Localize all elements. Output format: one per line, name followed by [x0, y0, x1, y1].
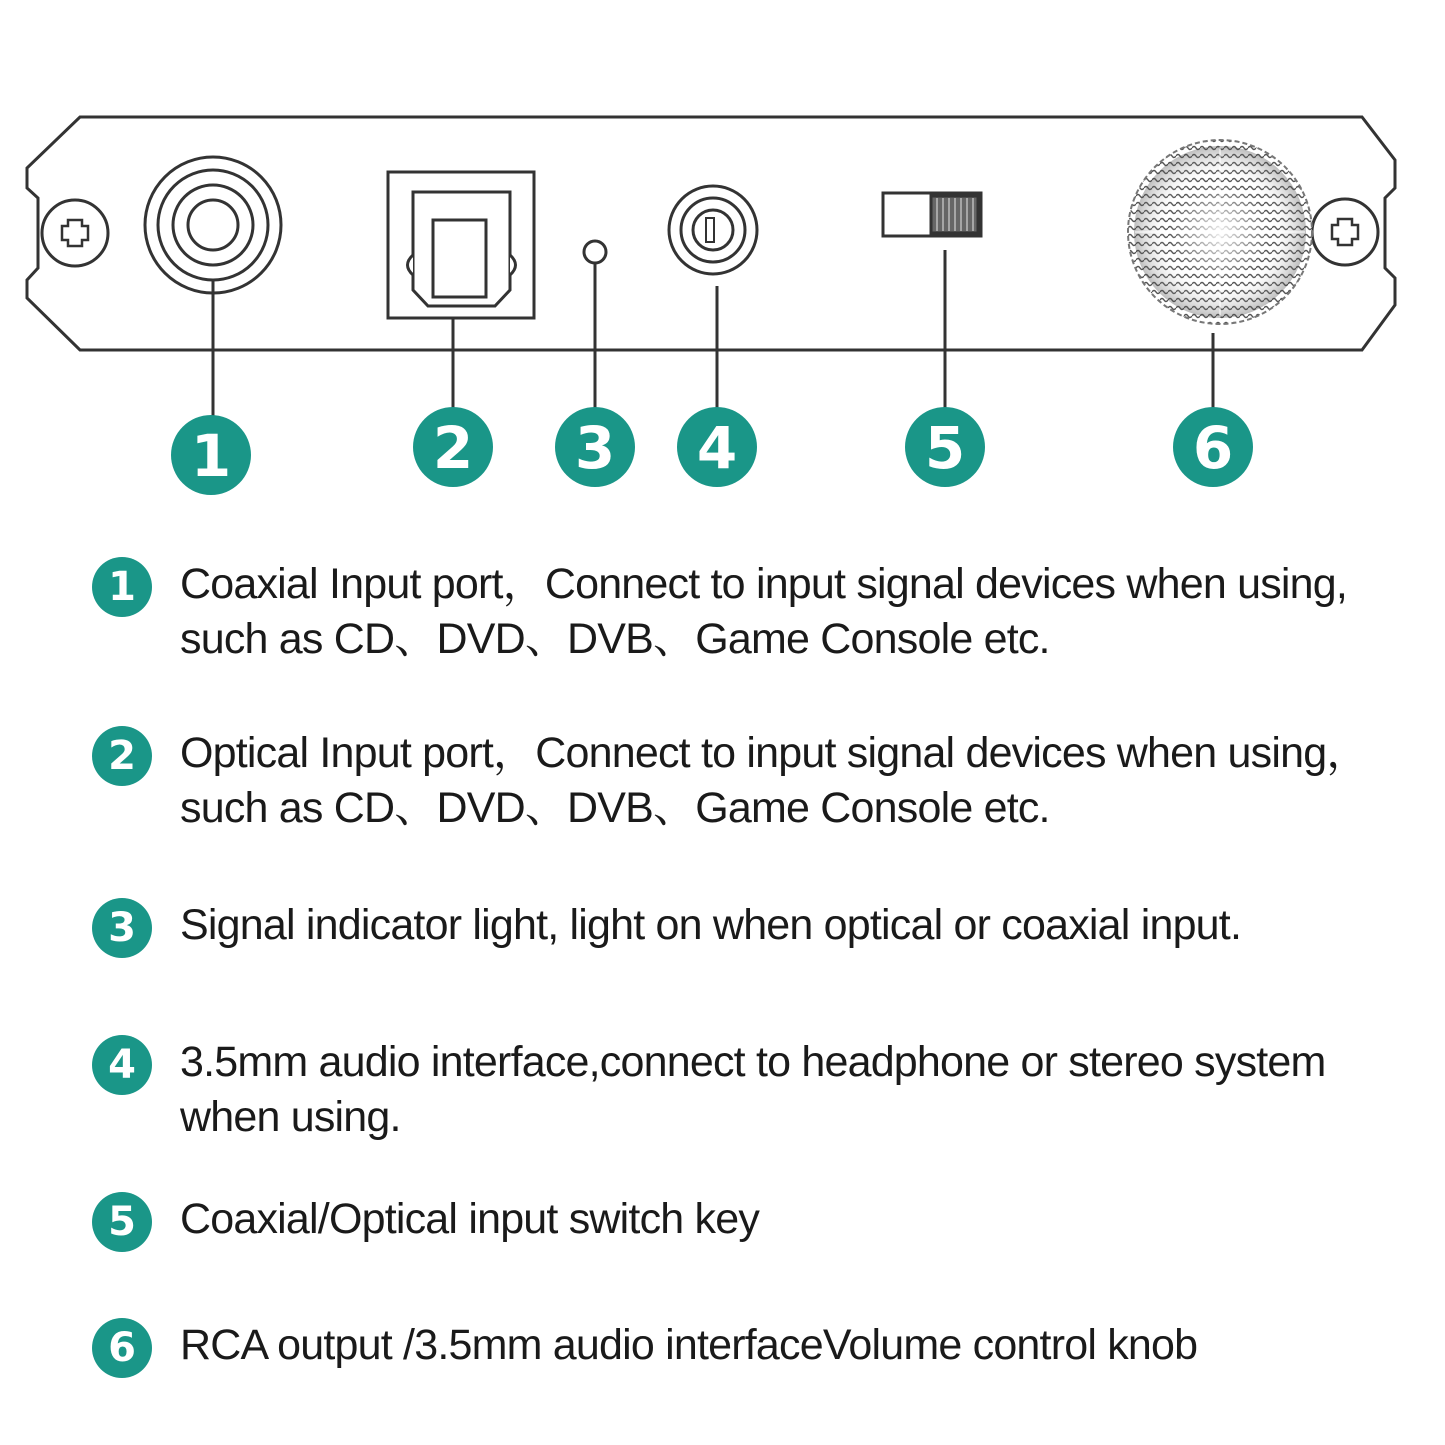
legend-badge: 6 [92, 1318, 152, 1378]
callout-5 [905, 407, 985, 487]
callout-1 [171, 415, 251, 495]
legend-badge: 1 [92, 557, 152, 617]
legend-text: Optical Input port，Connect to input signal devices when using， such as CD、DVD、DVB、Game Console etc. [180, 729, 1369, 832]
callout-number: 4 [696, 414, 738, 482]
legend-item-4 [92, 1035, 1400, 1145]
callout-number: 6 [1192, 414, 1234, 482]
coaxial-port-icon [145, 157, 281, 293]
legend-item-3 [92, 898, 1400, 958]
legend-badge: 5 [92, 1192, 152, 1252]
legend-text: Coaxial Input port，Connect to input signal devices when using, such as CD、DVD、DVB、Game Console etc. [180, 560, 1348, 663]
legend-text: Coaxial/Optical input switch key [180, 1195, 760, 1243]
volume-knob-icon [1128, 140, 1312, 324]
legend-text: RCA output /3.5mm audio interfaceVolume control knob [180, 1321, 1198, 1369]
callout-4 [677, 407, 757, 487]
legend-badge: 2 [92, 726, 152, 786]
legend-item-5 [92, 1192, 1400, 1252]
optical-port-icon [388, 172, 534, 318]
callout-number: 3 [574, 414, 616, 482]
legend-text: 3.5mm audio interface,connect to headphone or stereo system when using. [180, 1038, 1326, 1141]
screw-left-icon [42, 200, 108, 266]
legend-badge: 3 [92, 898, 152, 958]
legend-item-6 [92, 1318, 1400, 1378]
callout-3 [555, 407, 635, 487]
callout-6 [1173, 407, 1253, 487]
indicator-light-icon [584, 241, 606, 263]
legend-item-1 [92, 557, 1400, 667]
legend-badge: 4 [92, 1035, 152, 1095]
legend-item-2 [92, 726, 1400, 836]
legend-text: Signal indicator light, light on when optical or coaxial input. [180, 901, 1242, 949]
audio-jack-icon [669, 186, 757, 274]
callout-number: 2 [432, 414, 474, 482]
callout-number: 5 [924, 414, 966, 482]
callout-number: 1 [190, 422, 232, 490]
screw-right-icon [1312, 199, 1378, 265]
device-panel-diagram [0, 0, 1445, 520]
callout-2 [413, 407, 493, 487]
switch-key-icon [883, 193, 981, 236]
